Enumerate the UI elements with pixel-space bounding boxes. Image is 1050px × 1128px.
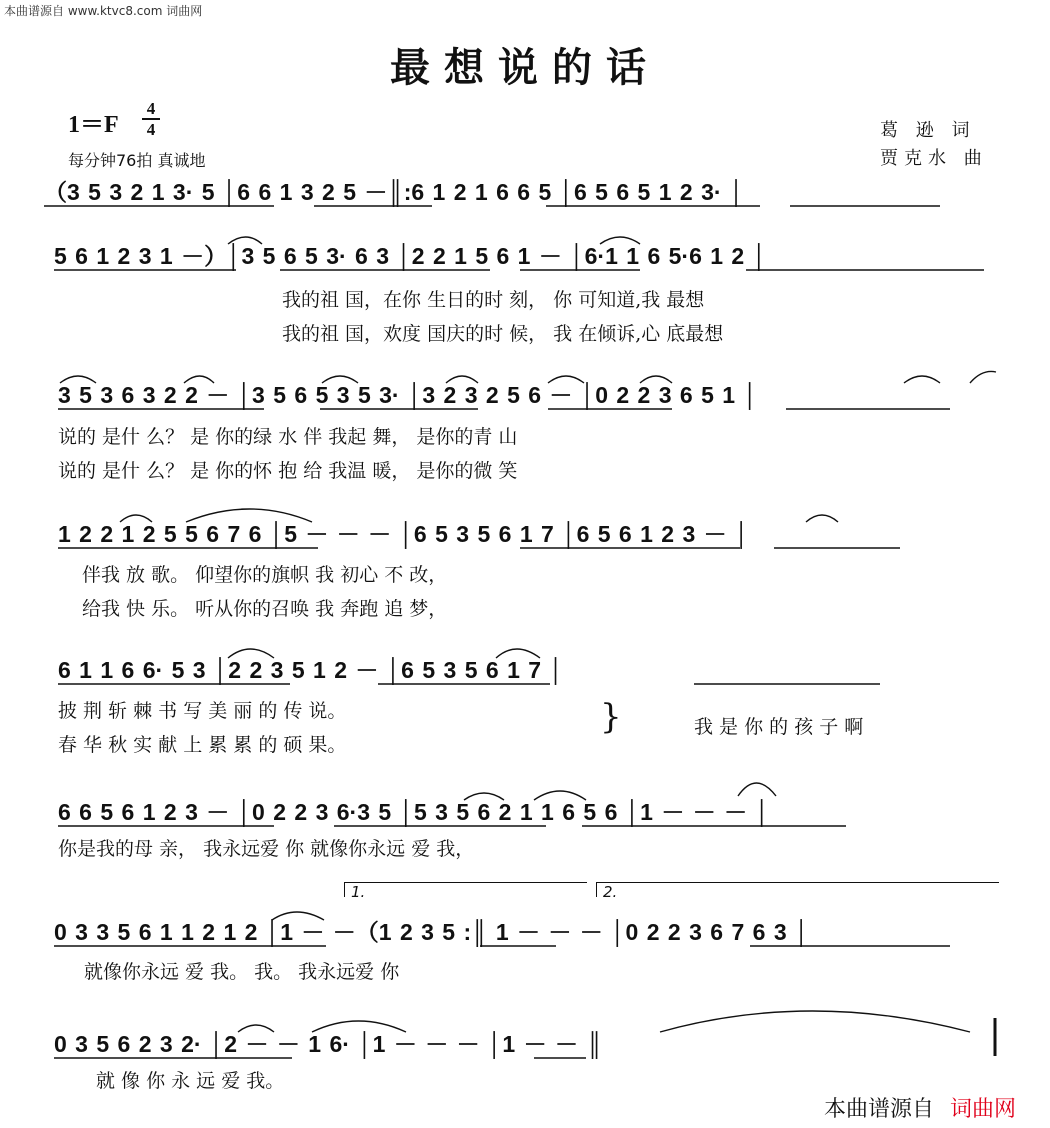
lyric-row-7: 就像你永远 爱 我。 我。 我永远爱 你 [84, 961, 400, 983]
notation-row-2: 5 6 1 2 3 1 －）│3 5 6 5 3· 6 3 │2 2 1 5 6 1 － │6·1 1 6 5·6 1 2 │ [54, 243, 767, 269]
notation-row-3: 3 5 3 6 3 2 2 － │3 5 6 5 3 5 3· │3 2 3 2 5 6 － │0 2 2 3 6 5 1 │ [58, 382, 758, 408]
source-watermark: 本曲谱源自 www.ktvc8.com 词曲网 [4, 4, 203, 18]
footer-attribution [824, 1092, 1016, 1123]
notation-row-6: 6 6 5 6 1 2 3 － │0 2 2 3 6·3 5 │5 3 5 6 2 1 1 6 5 6 │1 － － － │ [58, 799, 770, 825]
volta-first-ending: 1. [344, 882, 587, 897]
lyric-row-5-verse-1: 披 荆 斩 棘 书 写 美 丽 的 传 说。 [58, 700, 347, 722]
time-signature-top: 4 [146, 99, 156, 118]
lyric-row-4-verse-2: 给我 快 乐。 听从你的召唤 我 奔跑 追 梦， [82, 598, 448, 620]
notation-row-1: （3 5 3 2 1 3· 5 │6 6 1 3 2 5 －║:6 1 2 1 6 6 5 │6 5 6 5 1 2 3· │ [44, 179, 745, 205]
notation-row-5: 6 1 1 6 6· 5 3 │2 2 3 5 1 2 － │6 5 3 5 6 1 7 │ [58, 657, 564, 683]
notation-row-8: 0 3 5 6 2 3 2· │2 － － 1 6· │1 － － － │1 － － ║ [54, 1031, 603, 1057]
key-signature: 1＝F [68, 112, 119, 138]
lyric-row-5-verse-2: 春 华 秋 实 献 上 累 累 的 硕 果。 [58, 734, 347, 756]
lyric-row-2-verse-2: 我的祖 国，欢度 国庆的时 候， 我 在倾诉,心 底最想 [282, 323, 724, 345]
notation-row-4: 1 2 2 1 2 5 5 6 7 6 │5 － － － │6 5 3 5 6 1 7 │6 5 6 1 2 3 － │ [58, 521, 750, 547]
lyric-row-6: 你是我的母 亲， 我永远爱 你 就像你永远 爱 我， [58, 838, 475, 860]
lyric-row-3-verse-1: 说的 是什 么？ 是 你的绿 水 伴 我起 舞， 是你的青 山 [58, 426, 518, 448]
tempo-marking: 每分钟76拍 真诚地 [68, 151, 206, 170]
lyric-row-4-verse-1: 伴我 放 歌。 仰望你的旗帜 我 初心 不 改， [82, 564, 448, 586]
footer-brand-link[interactable]: 词曲网 [949, 1097, 1016, 1122]
composer-credit: 贾克水 曲 [880, 148, 988, 169]
lyric-row-2-verse-1: 我的祖 国，在你 生日的时 刻， 你 可知道,我 最想 [282, 289, 705, 311]
lyric-row-3-verse-2: 说的 是什 么？ 是 你的怀 抱 给 我温 暖， 是你的微 笑 [58, 460, 518, 482]
lyricist-credit: 葛 逊 词 [880, 120, 976, 141]
time-signature-bottom: 4 [146, 120, 156, 139]
aside-lyric: 我 是 你 的 孩 子 啊 [694, 716, 864, 738]
song-title: 最想说的话 [390, 44, 660, 91]
lyric-row-8: 就 像 你 永 远 爱 我。 [96, 1070, 285, 1092]
volta-second-ending: 2. [596, 882, 999, 897]
footer-prefix: 本曲谱源自 [823, 1097, 934, 1122]
notation-row-7: 0 3 3 5 6 1 1 2 1 2 │1 － －（1 2 3 5 :║ 1 － － － │0 2 2 3 6 7 6 3 │ [54, 919, 810, 945]
